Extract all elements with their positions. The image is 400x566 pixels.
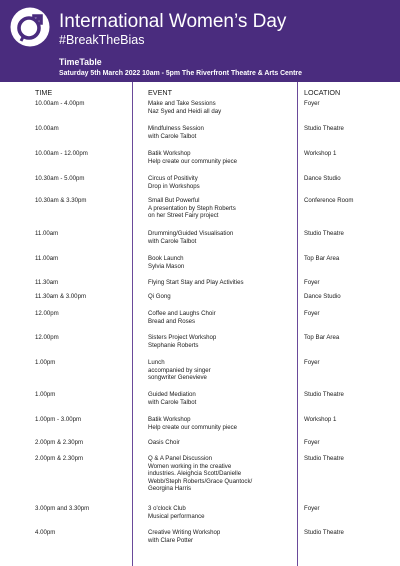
location-cell: Foyer [304, 359, 320, 366]
event-title: Guided Mediation [148, 391, 196, 398]
location-cell: Foyer [304, 100, 320, 107]
event-cell [148, 125, 293, 140]
time-cell: 3.00pm and 3.30pm [35, 505, 90, 512]
column-divider [132, 82, 133, 566]
timetable-heading: TimeTable [59, 57, 102, 67]
event-detail: accompanied by singer [148, 366, 211, 374]
time-cell: 11.30am & 3.00pm [35, 293, 87, 300]
event-cell [148, 100, 293, 115]
event-detail: A presentation by Steph Roberts [148, 204, 236, 212]
event-cell [148, 255, 293, 270]
event-cell [148, 279, 293, 287]
event-title: Make and Take Sessions [148, 100, 216, 107]
location-cell: Top Bar Area [304, 334, 340, 341]
event-detail: songwriter Genevieve [148, 374, 207, 382]
event-detail: with Carole Talbot [148, 132, 197, 140]
time-cell: 10.30am - 5.00pm [35, 175, 85, 182]
event-title: Q & A Panel Discussion [148, 455, 213, 462]
location-cell: Studio Theatre [304, 529, 344, 536]
event-detail: Women working in the creative [148, 462, 232, 470]
time-cell: 2.00pm & 2.30pm [35, 439, 84, 446]
event-cell [148, 416, 293, 431]
location-cell: Conference Room [304, 197, 354, 204]
event-title: Lunch [148, 359, 165, 366]
event-title: Flying Start Stay and Play Activities [148, 279, 244, 286]
event-detail: industries. Aleighcia Scott/Danielle [148, 470, 242, 478]
hashtag: #BreakTheBias [59, 33, 145, 47]
event-detail: Musical performance [148, 512, 205, 520]
time-cell: 10.00am - 4.00pm [35, 100, 85, 107]
event-title: Drumming/Guided Visualisation [148, 230, 234, 237]
event-detail: Bread and Roses [148, 317, 196, 325]
event-cell [148, 334, 293, 349]
column-header-location: LOCATION [304, 88, 341, 97]
event-title: Coffee and Laughs Choir [148, 310, 216, 317]
location-cell: Foyer [304, 439, 320, 446]
location-cell: Studio Theatre [304, 455, 344, 462]
event-detail: Drop in Workshops [148, 182, 200, 190]
time-cell: 4.00pm [35, 529, 56, 536]
event-cell [148, 310, 293, 325]
time-cell: 2.00pm & 2.30pm [35, 455, 84, 462]
event-title: Circus of Positivity [148, 175, 198, 182]
time-cell: 12.00pm [35, 310, 59, 317]
event-cell [148, 230, 293, 245]
event-cell [148, 529, 293, 544]
column-header-event: EVENT [148, 88, 172, 97]
event-cell [148, 150, 293, 165]
event-detail: Sylvia Mason [148, 262, 185, 270]
event-cell [148, 197, 293, 220]
location-cell: Foyer [304, 279, 320, 286]
column-header-time: TIME [35, 88, 53, 97]
event-dateline: Saturday 5th March 2022 10am - 5pm The Riverfront Theatre & Arts Centre [59, 70, 302, 77]
event-cell [148, 293, 293, 301]
location-cell: Foyer [304, 505, 320, 512]
time-cell: 12.00pm [35, 334, 59, 341]
event-cell [148, 391, 293, 406]
event-cell [148, 439, 293, 447]
iwd-venus-logo-icon [10, 7, 50, 47]
event-detail: Georgina Harris [148, 485, 192, 493]
event-cell [148, 455, 293, 493]
event-detail: Help create our community piece [148, 423, 238, 431]
event-cell [148, 505, 293, 520]
event-title: Qi Gong [148, 293, 171, 300]
time-cell: 11.00am [35, 255, 59, 262]
location-cell: Dance Studio [304, 293, 341, 300]
location-cell: Studio Theatre [304, 125, 344, 132]
event-title: Creative Writing Workshop [148, 529, 221, 536]
time-cell: 11.00am [35, 230, 59, 237]
location-cell: Top Bar Area [304, 255, 340, 262]
event-title: Book Launch [148, 255, 184, 262]
time-cell: 11.30am [35, 279, 59, 286]
event-title: Sisters Project Workshop [148, 334, 217, 341]
time-cell: 1.00pm [35, 391, 56, 398]
time-cell: 10.00am [35, 125, 59, 132]
event-detail: Stephanie Roberts [148, 341, 199, 349]
event-title: Oasis Choir [148, 439, 180, 446]
location-cell: Dance Studio [304, 175, 341, 182]
event-detail: with Clare Potter [148, 536, 194, 544]
event-detail: with Carole Talbot [148, 398, 197, 406]
event-detail: with Carole Talbot [148, 237, 197, 245]
location-cell: Foyer [304, 310, 320, 317]
column-divider [297, 82, 298, 566]
time-cell: 10.00am - 12.00pm [35, 150, 88, 157]
location-cell: Workshop 1 [304, 416, 337, 423]
location-cell: Studio Theatre [304, 391, 344, 398]
event-cell [148, 175, 293, 190]
page-title: International Women’s Day [59, 11, 287, 32]
event-title: 3 o'clock Club [148, 505, 186, 512]
event-title: Mindfulness Session [148, 125, 204, 132]
event-detail: Naz Syed and Heidi all day [148, 107, 222, 115]
event-title: Batik Workshop [148, 416, 191, 423]
header-banner [0, 0, 400, 82]
event-title: Batik Workshop [148, 150, 191, 157]
event-detail: Help create our community piece [148, 157, 238, 165]
time-cell: 1.00pm [35, 359, 56, 366]
time-cell: 1.00pm - 3.00pm [35, 416, 82, 423]
event-cell [148, 359, 293, 382]
event-detail: Webb/Steph Roberts/Grace Quantock/ [148, 477, 253, 485]
event-detail: on her Street Fairy project [148, 212, 219, 220]
time-cell: 10.30am & 3.30pm [35, 197, 87, 204]
location-cell: Studio Theatre [304, 230, 344, 237]
location-cell: Workshop 1 [304, 150, 337, 157]
event-title: Small But Powerful [148, 197, 200, 204]
